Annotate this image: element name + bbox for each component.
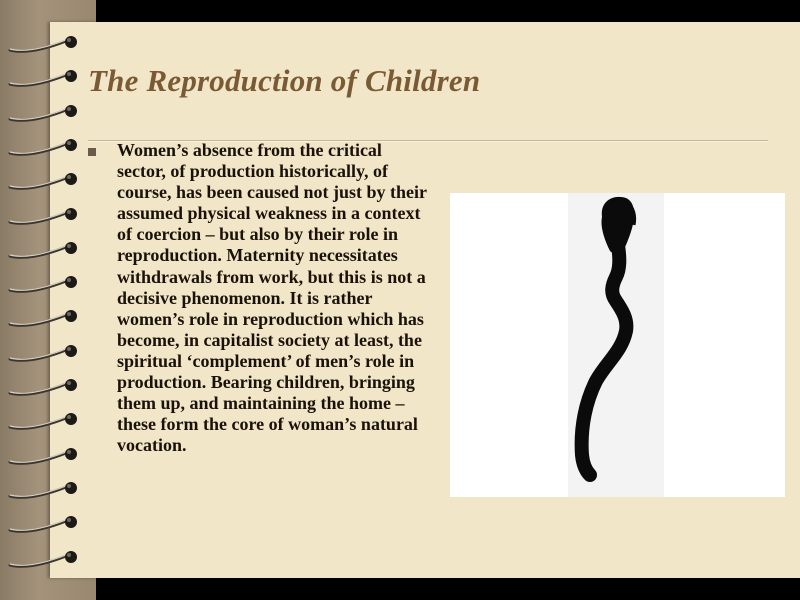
binder-ring-icon: [8, 480, 82, 502]
binder-ring-icon: [8, 240, 82, 262]
binder-ring-icon: [8, 308, 82, 330]
binder-ring-icon: [8, 446, 82, 468]
binder-ring-icon: [8, 68, 82, 90]
binder-ring-icon: [8, 103, 82, 125]
silhouette-graphic: [450, 193, 785, 497]
binder-ring-icon: [8, 274, 82, 296]
binder-ring-icon: [8, 411, 82, 433]
binder-ring-icon: [8, 514, 82, 536]
binder-ring-icon: [8, 206, 82, 228]
binder-ring-icon: [8, 377, 82, 399]
binder-ring-icon: [8, 171, 82, 193]
pregnant-woman-silhouette-icon: [450, 193, 785, 497]
binder-ring-icon: [8, 343, 82, 365]
binder-ring-icon: [8, 34, 82, 56]
binder-ring-icon: [8, 549, 82, 571]
slide-title: The Reproduction of Children: [88, 63, 481, 98]
binder-ring-icon: [8, 137, 82, 159]
bullet-square-icon: [88, 148, 96, 156]
bullet-paragraph: Women’s absence from the critical sector, of production historically, of course, has been caused not just by their assumed physical weakness in a context of coercion – but also by their role in reproduction. Maternity necessitates withdrawals from work, but this is not a decisive phenomenon. It is rather women’s role in reproduction which has become, in capitalist society at least, the spiritual ‘complement’ of men’s role in production. Bearing children, bringing them up, and maintaining the home – these form the core of woman’s natural vocation.: [117, 140, 427, 456]
